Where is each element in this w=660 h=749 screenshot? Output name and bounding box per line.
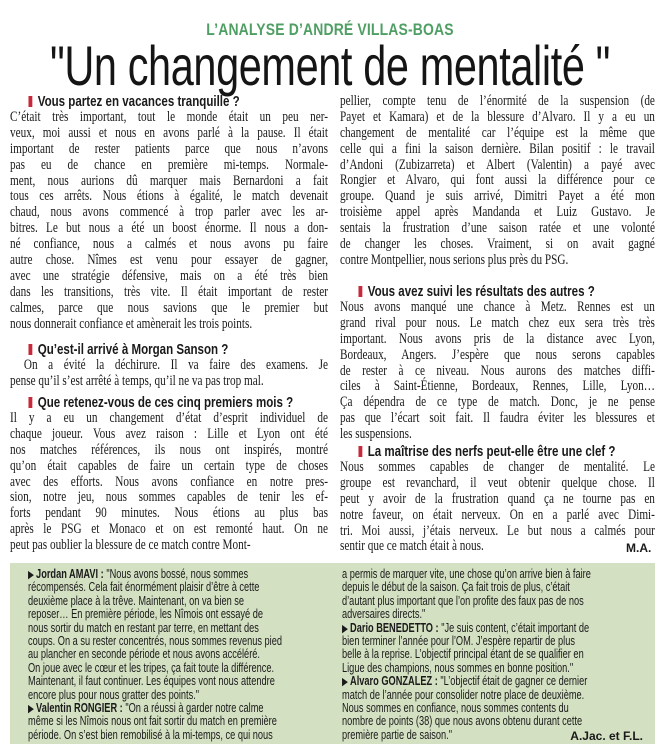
body-line: Ça dépendra de ce type de match. Donc, je ne pense <box>340 394 655 411</box>
quote-line <box>342 607 425 620</box>
quote-line <box>28 647 260 660</box>
body-line: Nous sommes capables de changer de mentalité. Le <box>340 459 655 475</box>
article-section <box>10 395 328 554</box>
red-bullet-icon <box>28 344 32 355</box>
quote-line <box>28 728 273 741</box>
quote-text: a permis de marquer vite, une chose qu’on arrive bien à faire <box>342 566 591 581</box>
section-question <box>340 444 655 460</box>
body-line: forts pendant 90 minutes. Nous étions au plus bas <box>10 505 329 522</box>
quote-line <box>342 634 575 647</box>
body-line: peut y avoir de la frustration quand ça ne tourne pas en <box>340 490 655 507</box>
quote-text: encore plus pour nous gratter des points." <box>28 686 200 702</box>
body-line: veux, moi aussi et nous en avons parlé à la pause. Il était <box>10 124 329 141</box>
body-line: de changer les choses. Vraiment, si on avait gagné <box>340 236 655 253</box>
body-line: notre faveur, on était nerveux. On en a parlé avec Dimi- <box>340 506 655 523</box>
speaker-name: Jordan AMAVI : <box>36 566 104 581</box>
body-line: grand rival pour nous. Le match chez eux sera très très <box>340 314 655 331</box>
question-text: Vous avez suivi les résultats des autres ? <box>367 283 595 300</box>
body-line: pas eu de chance en première mi-temps. Normale- <box>10 156 329 173</box>
article-section <box>10 342 328 390</box>
quote-text: "On a réussi à garder notre calme <box>122 699 264 715</box>
speaker-name: Dario BENEDETTO : <box>350 619 439 635</box>
quote-text: belle à la reprise. L’objectif principal étant de se qualifier en <box>342 646 584 662</box>
article-section <box>10 94 328 332</box>
article-section <box>340 444 655 555</box>
quote-text: "L’objectif était de gagner ce dernier <box>437 673 588 689</box>
quote-line <box>28 580 259 593</box>
body-line: Payet et Kamara) et de la blessure d’Alvaro. Il y a eu un <box>340 108 655 125</box>
body-line: sentais la frustration d’une saison ratée et une volonté <box>340 220 655 237</box>
left-column <box>10 94 328 559</box>
body-line: groupe est revanchard, il veut obtenir quelque chose. Il <box>340 474 655 491</box>
quote-line <box>28 674 275 687</box>
body-line: pas que l’écart soit fait. Il faudra éviter les blessures et <box>340 410 655 427</box>
quote-text: nous sortir du match en restant par terre, en mettant des <box>28 619 259 635</box>
right-column <box>340 94 655 559</box>
quotes-left-column <box>28 567 282 741</box>
play-triangle-icon: ▶ <box>342 676 351 689</box>
quotes-box <box>10 563 655 744</box>
play-triangle-icon: ▶ <box>28 702 37 715</box>
quote-text: "Nous avons bossé, nous sommes <box>103 566 249 581</box>
quote-line <box>342 647 584 660</box>
article-title: "Un changement de mentalité " <box>49 34 611 97</box>
quote-line <box>342 661 573 674</box>
article-kicker: L’ANALYSE D’ANDRÉ VILLAS-BOAS <box>206 20 454 39</box>
body-line: sion, notre jeu, nous sommes capables de tenir les ef- <box>10 489 329 506</box>
body-line: pellier, compte tenu de l’énormité de la suspension (de <box>340 93 655 109</box>
body-line: sentir que ce match était à nous. <box>340 538 484 555</box>
quote-line <box>28 714 277 727</box>
body-line: Bordeaux, Angers. J’espère que nous serons capables <box>340 346 655 363</box>
body-line: de rester à ce niveau. Nous aurons des matches diffi- <box>340 362 655 379</box>
body-line: tous ces arrêts. Nous étions à égalité, le match devenait <box>10 188 329 205</box>
section-question <box>10 94 328 110</box>
quote-text: coups. On a su rester concentrés, nous sommes revenus pied <box>28 632 282 648</box>
quote-text: période. On s’est bien remobilisé à la mi-temps, ce qui nous <box>28 726 273 742</box>
body-line: C’était très important, tout le monde était un peu ner- <box>10 109 329 125</box>
question-text: Que retenez-vous de ces cinq premiers mois ? <box>37 394 294 411</box>
body-line: nous donnerait confiance et amènerait les trois points. <box>10 315 253 332</box>
quote-text: bien terminer l’année pour l’OM. J’espère repartir de plus <box>342 632 575 648</box>
quote-text: reposer… En première période, les Nîmois ont essayé de <box>28 606 264 622</box>
question-text: Vous partez en vacances tranquille ? <box>37 93 240 110</box>
body-line: Rongier et Alvaro, qui font aussi la différence pour ce <box>340 172 655 189</box>
body-line: avec des efforts. Nous avons confiance en notre pres- <box>10 473 329 490</box>
body-line: troisième appel après Mandanda et Luiz Gustavo. Je <box>340 204 655 221</box>
body-line: ment, nous aurions dû marquer mais Bernardoni a fait <box>10 172 329 189</box>
body-line: d’Andoni (Zubizarreta) et Albert (Valentin) a payé avec <box>340 156 655 173</box>
body-line: celle qui a fini la saison dernière. Bilan positif : le travail <box>340 140 655 157</box>
body-line: Nous avons manqué une chance à Metz. Rennes est un <box>340 299 655 315</box>
body-line: groupe. Quand je suis arrivé, Dimitri Payet a été mon <box>340 188 655 205</box>
quote-text: au plancher en seconde période et nous avons accéléré. <box>28 646 260 662</box>
quote-text: match de l’année pour consolider notre place de deuxième. <box>342 686 585 702</box>
quote-text: Nous sommes en confiance, nous sommes contents du <box>342 699 569 715</box>
body-line: ciles à Saint-Étienne, Bordeaux, Rennes, Lille, Lyon… <box>340 378 655 395</box>
body-line: né confiance, nous a calmés et nous avons pu faire <box>10 236 329 253</box>
article-section <box>340 94 655 269</box>
body-line: avec une stratégie défensive, mais on a été très bien <box>10 267 329 284</box>
body-line: contre Montpellier, nous serions plus près du PSG. <box>340 251 569 268</box>
body-line: calmes, parce que nous savions que le premier but <box>10 299 329 316</box>
red-bullet-icon <box>28 397 32 408</box>
body-line: les suspensions. <box>340 426 412 443</box>
body-line: On a évité la déchirure. Il va faire des examens. Je <box>23 357 329 373</box>
body-line: important de rester patients parce que nous n’avons <box>10 140 329 157</box>
quote-line <box>28 621 259 634</box>
body-line: important. Nous avons pris de la distance avec Lyon, <box>340 330 655 347</box>
quote-line <box>342 674 587 687</box>
quotes-signature: A.Jac. et F.L. <box>570 729 643 743</box>
quote-text: première partie de saison." <box>342 726 453 742</box>
section-question <box>340 284 655 300</box>
question-text: La maîtrise des nerfs peut-elle être une clef ? <box>367 443 616 460</box>
quote-text: On joue avec le cœur et les tripes, ça fait toute la différence. <box>28 659 275 675</box>
quote-line <box>342 567 591 580</box>
body-line: tri. Moi aussi, j’étais nerveux. Le but nous a calmés pour <box>340 522 655 539</box>
article-section <box>340 284 655 443</box>
speaker-name: Alvaro GONZALEZ : <box>350 673 438 689</box>
quote-line <box>28 594 244 607</box>
quotes-right-column <box>342 567 591 741</box>
interview-signature: M.A. <box>626 541 652 555</box>
quote-line <box>342 621 589 634</box>
quote-text: récompensés. Cela fait énormément plaisir d’être à cette <box>28 579 260 595</box>
quote-text: adversaires directs." <box>342 606 426 622</box>
quote-line <box>342 594 584 607</box>
quote-line <box>28 607 263 620</box>
quote-text: même si les Nîmois nous ont fait sortir du match en première <box>28 713 277 729</box>
quote-line <box>28 661 274 674</box>
quote-line <box>28 634 282 647</box>
quote-text: d’autant plus important que l’on profite des faux pas de nos <box>342 592 584 608</box>
quote-text: depuis le début de la saison. Ça fait trois de plus, c’était <box>342 579 570 595</box>
play-triangle-icon: ▶ <box>28 569 37 581</box>
quote-line <box>28 688 199 701</box>
quote-line <box>342 714 582 727</box>
quote-text: "Je suis content, c’était important de <box>438 619 590 635</box>
body-line: autre chose. Nîmes est venu pour essayer de gagner, <box>10 252 329 269</box>
question-text: Qu’est-il arrivé à Morgan Sanson ? <box>37 341 229 358</box>
quote-line <box>342 580 570 593</box>
speaker-name: Valentin RONGIER : <box>36 699 123 715</box>
quote-line <box>342 728 452 741</box>
quote-text: Maintenant, il faut continuer. Les équipes vont nous attendre <box>28 673 275 689</box>
section-question <box>10 395 328 411</box>
quote-line <box>342 688 584 701</box>
body-line: peut pas oublier la blessure de ce match contre Mont- <box>10 537 251 554</box>
quote-line <box>28 701 264 714</box>
red-bullet-icon <box>28 96 32 107</box>
red-bullet-icon <box>358 446 362 457</box>
quote-text: deuxième place à la trêve. Maintenant, on va bien se <box>28 592 245 608</box>
body-line: chaud, nous avons commencé à trop parler avec les ar- <box>10 204 329 221</box>
quote-text: nombre de points (38) que nous avons obtenu durant cette <box>342 713 583 729</box>
red-bullet-icon <box>358 286 362 297</box>
body-line: bitres. Le but nous a été un boost énorme. Il nous a don- <box>10 220 329 237</box>
quote-text: Ligue des champions, nous sommes en bonne position." <box>342 659 574 675</box>
body-line: dans les transitions, très vite. Il était important de rester <box>10 283 329 300</box>
play-triangle-icon: ▶ <box>342 622 351 635</box>
body-line: après le PSG et Monaco et on est remonté haut. On ne <box>10 521 329 538</box>
body-line: qu’on était capables de faire un certain type de choses <box>10 457 329 474</box>
body-line: changement de mentalité car l’équipe est la même que <box>340 124 655 141</box>
body-line: Il y a eu un changement d’état d’esprit individuel de <box>10 410 329 426</box>
body-line: chaque joueur. Vous avez raison : Lille et Lyon ont été <box>10 425 329 442</box>
section-question <box>10 342 328 358</box>
quote-line <box>342 701 569 714</box>
body-line: nos matches références, ils nous ont inspirés, montré <box>10 441 329 458</box>
body-line: pense qu’il s’est arrêté à temps, qu’il ne va pas trop mal. <box>10 372 264 389</box>
quote-line <box>28 567 248 580</box>
